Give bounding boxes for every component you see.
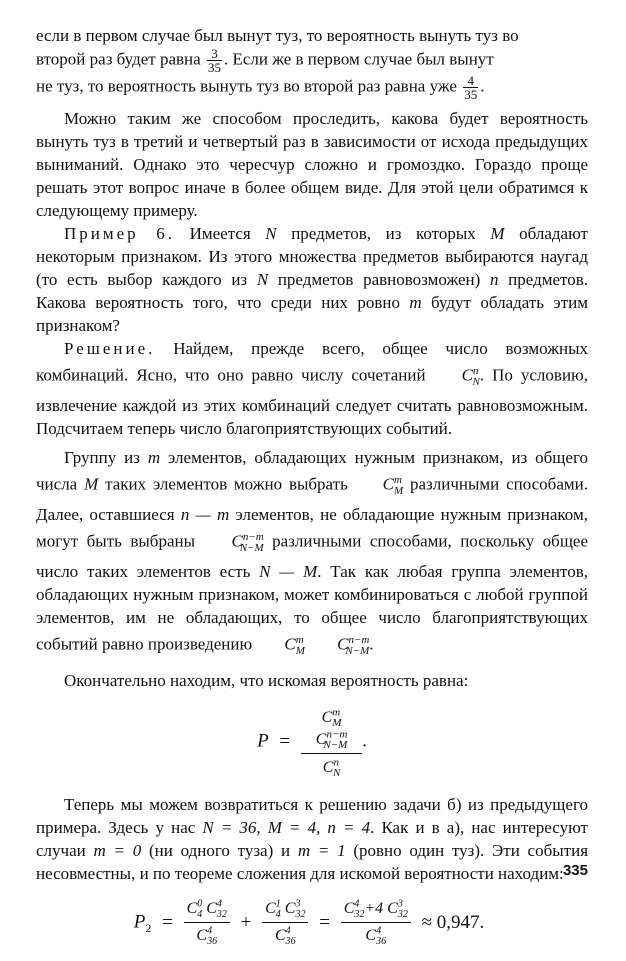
text: Теперь мы можем возвратиться к решению задачи б) из предыдущего примера. Здесь у нас [36, 794, 588, 837]
paragraph-7 [36, 793, 588, 885]
var-N: N [256, 270, 269, 289]
text: различными способами. Далее, оставшиеся [36, 474, 588, 525]
paragraph-5 [36, 446, 588, 663]
formula-P2 [36, 899, 588, 947]
equals-sign: = [162, 911, 173, 933]
text: . [369, 634, 374, 654]
text: . По условию, извлечение каждой из этих комбинаций следует считать равновозможным. Подсчитаем теперь число благоприятствующих событий. [36, 365, 588, 439]
combination-C-M-m: $C^m_M$ [382, 474, 404, 498]
fraction-combinations [301, 706, 362, 779]
text: не туз, то вероятность вынуть туз во второй раз равна уже [36, 76, 457, 96]
plus-sign: + [240, 911, 252, 933]
var-m: m [409, 293, 422, 312]
text: Имеется [175, 224, 266, 243]
var-P: P [257, 730, 269, 752]
numerator: $C^0_4$ $C^4_{32}$ [184, 899, 230, 924]
fraction-combined [341, 899, 411, 947]
text: (ни одного туза) и [141, 840, 298, 860]
combination-C-M-m: $C^m_M$ [284, 634, 305, 658]
denominator: $C^4_{36}$ [274, 925, 296, 947]
expr-N-minus-M: N — M [259, 562, 318, 582]
text: . Как и в а), нас интересуют случаи [36, 817, 588, 860]
denominator: $C^4_{36}$ [196, 925, 218, 947]
numerator: 4 [463, 74, 478, 88]
fraction-term-1 [184, 899, 230, 947]
approx-result: ≈ 0,947. [421, 911, 485, 933]
paragraph-6: Окончательно находим, что искомая вероятность равна: [64, 671, 469, 691]
fraction-4-35 [463, 74, 478, 101]
denominator: $C^4_{36}$ [365, 925, 387, 947]
paragraph-2: Можно таким же способом проследить, какова будет вероятность вынуть туз в третий и четвертый раз в зависимости от исхода предыдущих выниманий. Однако это чересчур сложно и громоздко. Гораздо проще решать этот вопрос иначе в более общем виде. Для этой цели обратимся к следующему примеру. [36, 109, 588, 220]
numerator: $C^m_M$ $C^{n-m}_{N-M}$ [301, 706, 362, 754]
denominator: $C^n_N$ [322, 756, 341, 779]
formula-probability: P = $\frac{C^m_M C^{n-m}_{N-M}}{C^n_N}$ . [257, 706, 367, 779]
text: (ровно один туз). Эти события несовместны, и по теореме сложения для искомой вероятности находим: [36, 840, 589, 883]
solution-heading: Решение. [64, 339, 156, 358]
numerator: $C^4_{32}+4$ $C^3_{32}$ [341, 899, 411, 924]
subscript: 2 [145, 920, 152, 935]
denominator: 35 [464, 87, 478, 102]
equals-sign: = [319, 911, 330, 933]
denominator: 35 [207, 60, 221, 75]
text: Группу из [64, 448, 148, 468]
text: таких элементов можно выбрать [98, 474, 355, 494]
paragraph-example-6 [36, 222, 588, 337]
expr-values: N = 36, M = 4, n = 4 [202, 817, 371, 837]
expr-m-1: m = 1 [297, 840, 346, 860]
text: различными способами, поскольку общее число таких элементов есть [36, 531, 589, 582]
combination-C-N-n: $C^n_N$ [461, 365, 480, 389]
text: будут обладать этим признаком? [36, 293, 588, 335]
page-number: 335 [562, 862, 588, 879]
var-M: M [490, 224, 505, 243]
text: . [480, 76, 485, 96]
text: элементов, обладающих нужным признаком, из общего числа [36, 448, 588, 494]
expr-n-minus-m: n — m [180, 505, 230, 525]
combination-C-NM-nm: $C^{n-m}_{N-M}$ [337, 634, 370, 658]
paragraph-solution [36, 337, 588, 440]
page-body [36, 24, 588, 961]
var-n: n [489, 270, 499, 289]
text: предметов равновозможен) [268, 270, 490, 289]
numerator: $C^1_4$ $C^3_{32}$ [262, 899, 308, 924]
var-N: N [265, 224, 277, 243]
var-m: m [147, 448, 161, 468]
text: если в первом случае был вынут туз, то вероятность вынуть туз во [36, 26, 519, 45]
text: Найдем, прежде всего, общее число возможных комбинаций. Ясно, что оно равно числу сочетаний [36, 339, 588, 385]
text: предметов. Какова вероятность того, что среди них ровно [36, 270, 589, 312]
equals-sign: = [279, 731, 291, 753]
numerator: 3 [207, 47, 222, 61]
var-P: P [133, 911, 146, 933]
text: . Так как любая группа элементов, обладающих нужным признаком, может комбинироваться с любой группой элементов, им не обладающих, то общее число благоприятствующих событий равно произведению [36, 562, 589, 654]
paragraph-1 [36, 24, 588, 101]
combination-C-NM-nm: $C^{n-m}_{N-M}$ [231, 531, 264, 555]
fraction-3-35 [207, 47, 222, 74]
var-M: M [84, 474, 99, 494]
expr-m-0: m = 0 [93, 840, 142, 860]
text: элементов, не обладающие нужным признаком, могут быть выбраны [36, 505, 588, 551]
text: . Если же в первом случае был вынут [223, 49, 494, 69]
text: предметов, из которых [276, 224, 491, 243]
fraction-term-2 [262, 899, 308, 947]
example-heading: Пример 6. [64, 224, 175, 243]
text: второй раз будет равна [36, 49, 201, 69]
text: обладают некоторым признаком. Из этого множества предметов выбираются наугад (то есть выбор каждого из [36, 224, 588, 289]
